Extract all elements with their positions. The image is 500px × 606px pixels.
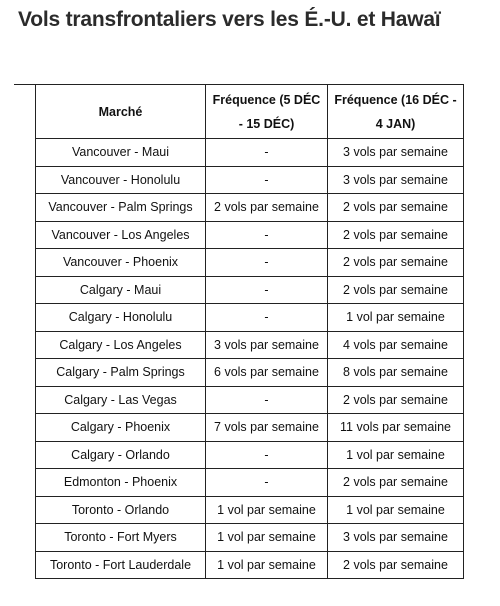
cell-frequency-period-1: 6 vols par semaine — [206, 359, 328, 387]
cell-frequency-period-1: - — [206, 166, 328, 194]
cell-frequency-period-1: - — [206, 139, 328, 167]
cell-frequency-period-2: 2 vols par semaine — [328, 386, 464, 414]
cell-market: Vancouver - Los Angeles — [36, 221, 206, 249]
cell-frequency-period-1: 1 vol par semaine — [206, 551, 328, 579]
header-frequency-period-2: Fréquence (16 DÉC - 4 JAN) — [328, 85, 464, 139]
table-top-rule-stub — [14, 84, 36, 85]
cell-frequency-period-2: 2 vols par semaine — [328, 249, 464, 277]
table-row — [36, 166, 464, 194]
cell-frequency-period-1: 2 vols par semaine — [206, 194, 328, 222]
cell-frequency-period-2: 1 vol par semaine — [328, 304, 464, 332]
cell-frequency-period-1: - — [206, 386, 328, 414]
cell-frequency-period-1: 7 vols par semaine — [206, 414, 328, 442]
table-row — [36, 386, 464, 414]
page-title: Vols transfrontaliers vers les É.-U. et Hawaï — [18, 8, 441, 31]
cell-frequency-period-2: 1 vol par semaine — [328, 496, 464, 524]
cell-market: Vancouver - Honolulu — [36, 166, 206, 194]
table-row — [36, 331, 464, 359]
cell-frequency-period-2: 3 vols par semaine — [328, 524, 464, 552]
table-row — [36, 276, 464, 304]
table-row — [36, 469, 464, 497]
table-row — [36, 524, 464, 552]
cell-market: Toronto - Orlando — [36, 496, 206, 524]
cell-frequency-period-1: - — [206, 469, 328, 497]
cell-frequency-period-2: 11 vols par semaine — [328, 414, 464, 442]
cell-frequency-period-2: 2 vols par semaine — [328, 276, 464, 304]
cell-market: Calgary - Orlando — [36, 441, 206, 469]
cell-frequency-period-2: 3 vols par semaine — [328, 139, 464, 167]
cell-market: Vancouver - Phoenix — [36, 249, 206, 277]
cell-market: Vancouver - Maui — [36, 139, 206, 167]
cell-frequency-period-2: 4 vols par semaine — [328, 331, 464, 359]
cell-frequency-period-2: 2 vols par semaine — [328, 469, 464, 497]
cell-frequency-period-1: 1 vol par semaine — [206, 524, 328, 552]
cell-market: Vancouver - Palm Springs — [36, 194, 206, 222]
cell-frequency-period-1: 1 vol par semaine — [206, 496, 328, 524]
cell-frequency-period-1: 3 vols par semaine — [206, 331, 328, 359]
cell-market: Edmonton - Phoenix — [36, 469, 206, 497]
cell-market: Calgary - Honolulu — [36, 304, 206, 332]
cell-frequency-period-2: 3 vols par semaine — [328, 166, 464, 194]
table-row — [36, 249, 464, 277]
flights-table — [35, 84, 464, 579]
table-row — [36, 414, 464, 442]
cell-frequency-period-2: 8 vols par semaine — [328, 359, 464, 387]
cell-frequency-period-2: 2 vols par semaine — [328, 551, 464, 579]
header-market: Marché — [36, 85, 206, 139]
table-row — [36, 551, 464, 579]
cell-frequency-period-2: 2 vols par semaine — [328, 221, 464, 249]
cell-frequency-period-2: 1 vol par semaine — [328, 441, 464, 469]
header-frequency-period-1: Fréquence (5 DÉC - 15 DÉC) — [206, 85, 328, 139]
table-row — [36, 194, 464, 222]
cell-market: Calgary - Los Angeles — [36, 331, 206, 359]
table-row — [36, 359, 464, 387]
table-header-row — [36, 85, 464, 139]
cell-market: Calgary - Las Vegas — [36, 386, 206, 414]
cell-frequency-period-1: - — [206, 276, 328, 304]
cell-frequency-period-1: - — [206, 441, 328, 469]
cell-frequency-period-2: 2 vols par semaine — [328, 194, 464, 222]
table-row — [36, 139, 464, 167]
cell-market: Calgary - Palm Springs — [36, 359, 206, 387]
cell-market: Toronto - Fort Myers — [36, 524, 206, 552]
cell-frequency-period-1: - — [206, 221, 328, 249]
table-row — [36, 441, 464, 469]
table-row — [36, 496, 464, 524]
cell-frequency-period-1: - — [206, 304, 328, 332]
cell-frequency-period-1: - — [206, 249, 328, 277]
cell-market: Calgary - Maui — [36, 276, 206, 304]
cell-market: Calgary - Phoenix — [36, 414, 206, 442]
table-row — [36, 221, 464, 249]
cell-market: Toronto - Fort Lauderdale — [36, 551, 206, 579]
table-row — [36, 304, 464, 332]
